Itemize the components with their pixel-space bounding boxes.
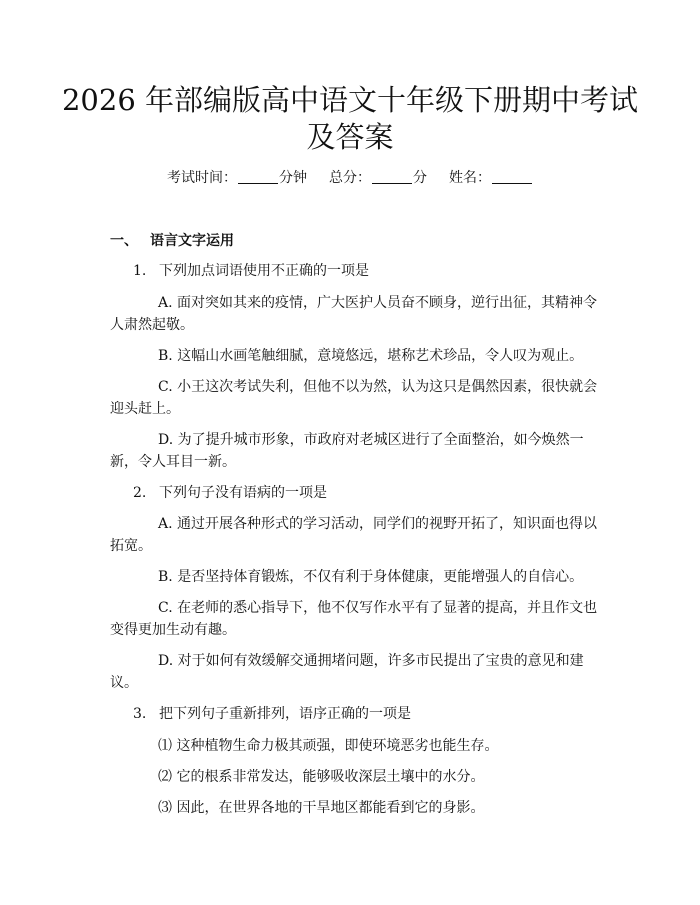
question-1-number: 1. [133, 263, 147, 279]
exam-meta [0, 168, 700, 188]
name-blank [492, 169, 532, 184]
question-3 [133, 704, 411, 724]
section-title: 语言文字运用 [150, 233, 234, 249]
time-label: 考试时间： [167, 170, 237, 186]
time-unit: 分钟 [279, 170, 307, 186]
name-label: 姓名： [449, 170, 491, 186]
score-unit: 分 [413, 170, 427, 186]
score-label: 总分： [329, 170, 371, 186]
q1-option-a-line2: 人肃然起敬。 [110, 317, 194, 333]
q3-sentence-1: ⑴ 这种植物生命力极其顽强，即使环境恶劣也能生存。 [158, 738, 499, 754]
question-1 [133, 261, 369, 281]
q1-option-d-line2: 新，令人耳目一新。 [110, 454, 236, 470]
q3-sentence-2: ⑵ 它的根系非常发达，能够吸收深层土壤中的水分。 [158, 769, 485, 785]
question-2-stem: 下列句子没有语病的一项是 [159, 485, 327, 501]
score-blank [372, 169, 412, 184]
question-3-number: 3. [133, 706, 147, 722]
question-2 [133, 483, 327, 503]
q1-option-b: B. 这幅山水画笔触细腻，意境悠远，堪称艺术珍品，令人叹为观止。 [158, 348, 584, 364]
q2-option-a-line1: A. 通过开展各种形式的学习活动，同学们的视野开拓了，知识面也得以 [158, 516, 598, 532]
q1-option-d-line1: D. 为了提升城市形象，市政府对老城区进行了全面整治，如今焕然一 [158, 432, 584, 448]
q1-option-a-line1: A. 面对突如其来的疫情，广大医护人员奋不顾身，逆行出征，其精神令 [158, 295, 598, 311]
question-2-number: 2. [133, 485, 147, 501]
time-blank [238, 169, 278, 184]
q2-option-b: B. 是否坚持体育锻炼，不仅有利于身体健康，更能增强人的自信心。 [158, 569, 584, 585]
section-heading [110, 230, 234, 250]
question-3-stem: 把下列句子重新排列，语序正确的一项是 [159, 706, 411, 722]
q2-option-c-line1: C. 在老师的悉心指导下，他不仅写作水平有了显著的提高，并且作文也 [158, 600, 598, 616]
question-1-stem: 下列加点词语使用不正确的一项是 [159, 263, 369, 279]
document-title-line1: 2026 年部编版高中语文十年级下册期中考试 [61, 83, 639, 117]
q1-option-c-line2: 迎头赶上。 [110, 401, 180, 417]
q2-option-c-line2: 变得更加生动有趣。 [110, 622, 236, 638]
q3-sentence-3: ⑶ 因此，在世界各地的干旱地区都能看到它的身影。 [158, 800, 485, 816]
q2-option-d-line1: D. 对于如何有效缓解交通拥堵问题，许多市民提出了宝贵的意见和建 [158, 653, 584, 669]
q2-option-d-line2: 议。 [110, 675, 138, 691]
section-number: 一、 [110, 233, 138, 249]
q2-option-a-line2: 拓宽。 [110, 538, 152, 554]
q1-option-c-line1: C. 小王这次考试失利，但他不以为然，认为这只是偶然因素，很快就会 [158, 379, 598, 395]
document-title-line2: 及答案 [306, 120, 394, 154]
